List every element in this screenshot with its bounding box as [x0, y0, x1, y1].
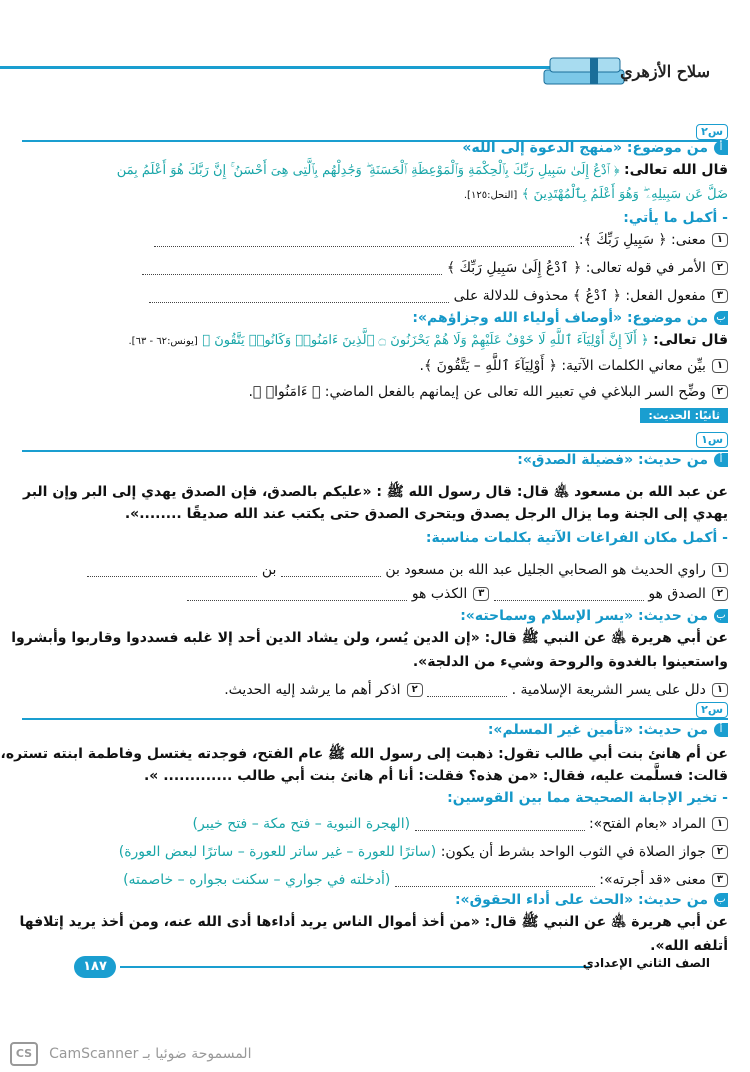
hadith-text: أتلفه الله».	[650, 938, 728, 954]
verse-line-2: ضَلَّ عَن سَبِيلِهِۦ ۖ وَهُوَ أَعْلَمُ بِٱلْمُهْتَدِينَ ﴾ [النحل:١٢٥].	[463, 187, 728, 202]
verse-text: ﴿ ٱدْعُ إِلَىٰ سَبِيلِ رَبِّكَ بِٱلْحِكْمَةِ وَٱلْمَوْعِظَةِ ٱلْحَسَنَةِ ۖ وَجَٰدِلْهُم بِٱلَّتِى هِىَ أَحْسَنُ ۚ إِنَّ رَبَّكَ هُوَ أَعْلَمُ بِمَن	[116, 163, 620, 178]
task-heading: - أكمل ما يأتي:	[623, 210, 728, 226]
hadith-text: قالت: فسلَّمت عليه، فقال: «من هذه؟ فقلت: أنا أم هانئ بنت أبي طالب ............. ».	[143, 768, 728, 784]
books-icon	[540, 52, 630, 92]
hadith-text: عن عبد الله بن مسعود ﵁ قال: قال رسول الله ﷺ : «عليكم بالصدق، فإن الصدق يهدي إلى البر وإن البر	[23, 484, 728, 500]
list-item: ٢الصدق هو ٣الكذب هو	[22, 584, 728, 604]
topic-heading: بمن حديث: «يسر الإسلام وسماحته»:	[22, 606, 728, 626]
topic-heading: أمن حديث: «فضيلة الصدق»:	[22, 450, 728, 470]
section-band: ثانيًا: الحديث:	[640, 408, 728, 423]
part-badge: أ	[714, 141, 728, 155]
question-tag: س١	[696, 432, 728, 448]
question-tag: س٢	[696, 702, 728, 718]
scanner-watermark: CS المسموحة ضوئيا بـ CamScanner	[10, 1042, 251, 1066]
header-rule	[0, 66, 570, 69]
grade-label: الصف الثاني الإعدادي	[582, 956, 710, 970]
hadith-text: واستعينوا بالغدوة والروحة وشيء من الدلجة».	[412, 654, 728, 670]
topic-heading: أمن حديث: «تأمين غير المسلم»:	[22, 720, 728, 740]
logo-text: سلاح الأزهري	[620, 62, 710, 81]
part-badge: ب	[714, 311, 728, 325]
list-item: ٢الأمر في قوله تعالى: ﴿ ٱدْعُ إِلَىٰ سَبِيلِ رَبِّكَ ﴾	[22, 258, 728, 278]
list-item: ٢وضِّح السر البلاغي في تعبير الله تعالى عن إيمانهم بالفعل الماضي: ﴿ ءَامَنُوا۟ ﴾.	[22, 382, 728, 402]
list-item: ١راوي الحديث هو الصحابي الجليل عبد الله بن مسعود بن بن	[22, 560, 728, 580]
camscanner-icon: CS	[10, 1042, 38, 1066]
topic-heading: أمن موضوع: «منهج الدعوة إلى الله»	[22, 138, 728, 158]
part-badge: ب	[714, 609, 728, 623]
part-badge: أ	[714, 723, 728, 737]
task-heading: - تخير الإجابة الصحيحة مما بين القوسين:	[447, 790, 728, 806]
part-badge: أ	[714, 453, 728, 467]
list-item: ١المراد «بعام الفتح»: (الهجرة النبوية – فتح مكة – فتح خيبر)	[22, 814, 728, 834]
header-logo	[540, 52, 710, 92]
hadith-text: يهدي إلى الجنة وما يزال الرجل يصدق ويتحرى الصدق حتى يكتب عند الله صديقًا ........».	[124, 506, 728, 522]
hadith-text: عن أبي هريرة ﵁ عن النبي ﷺ قال: «إن الدين يُسر، ولن يشاد الدين أحد إلا غلبه فسددوا وقاربوا وأبشروا	[11, 630, 728, 646]
hadith-text: عن أم هانئ بنت أبي طالب تقول: ذهبت إلى رسول الله ﷺ عام الفتح، فوجدته يغتسل وفاطمة ابنته تستره،	[0, 746, 728, 762]
topic-heading: بمن حديث: «الحث على أداء الحقوق»:	[22, 890, 728, 910]
hadith-text: عن أبي هريرة ﵁ عن النبي ﷺ قال: «من أخذ أموال الناس يريد أداءها أدى الله عنه، ومن أخذ يريد إتلافها	[19, 914, 728, 930]
list-item: ١دلل على يسر الشريعة الإسلامية . ٢اذكر أهم ما يرشد إليه الحديث.	[22, 680, 728, 700]
list-item: ٣معنى «قد أجرته»: (أدخلته في جواري – سكنت بجواره – خاصمته)	[22, 870, 728, 890]
verse-line: قال تعالى: ﴿ أَلَآ إِنَّ أَوْلِيَآءَ ٱللَّهِ لَا خَوْفٌ عَلَيْهِمْ وَلَا هُمْ يَحْزَنُونَ ۝ ٱلَّذِينَ ءَامَنُوا۟ وَكَانُوا۟ يَتَّقُونَ ﴾ [يونس:٦٢ - ٦٣].	[128, 332, 728, 348]
footer-rule	[120, 966, 590, 968]
page-number: ١٨٧	[74, 956, 116, 978]
verse-line: قال الله تعالى: ﴿ ٱدْعُ إِلَىٰ سَبِيلِ رَبِّكَ بِٱلْحِكْمَةِ وَٱلْمَوْعِظَةِ ٱلْحَسَنَةِ ۖ وَجَٰدِلْهُم بِٱلَّتِى هِىَ أَحْسَنُ ۚ إِنَّ رَبَّكَ هُوَ أَعْلَمُ بِمَن	[116, 162, 728, 178]
task-heading: - أكمل مكان الفراغات الآتية بكلمات مناسبة:	[425, 530, 728, 546]
question-tag: س٢	[696, 124, 728, 140]
topic-heading: بمن موضوع: «أوصاف أولياء الله وجزاؤهم»:	[22, 308, 728, 328]
list-item: ١معنى: ﴿ سَبِيلِ رَبِّكَ ﴾:	[22, 230, 728, 250]
part-badge: ب	[714, 893, 728, 907]
list-item: ٢جواز الصلاة في الثوب الواحد بشرط أن يكون: (ساترًا للعورة – غير ساتر للعورة – ساترًا لبعض العورة)	[22, 842, 728, 862]
list-item: ١بيِّن معاني الكلمات الآتية: ﴿ أَوْلِيَآءَ ٱللَّهِ – يَتَّقُونَ ﴾.	[22, 356, 728, 376]
list-item: ٣مفعول الفعل: ﴿ ٱدْعُ ﴾ محذوف للدلالة على	[22, 286, 728, 306]
